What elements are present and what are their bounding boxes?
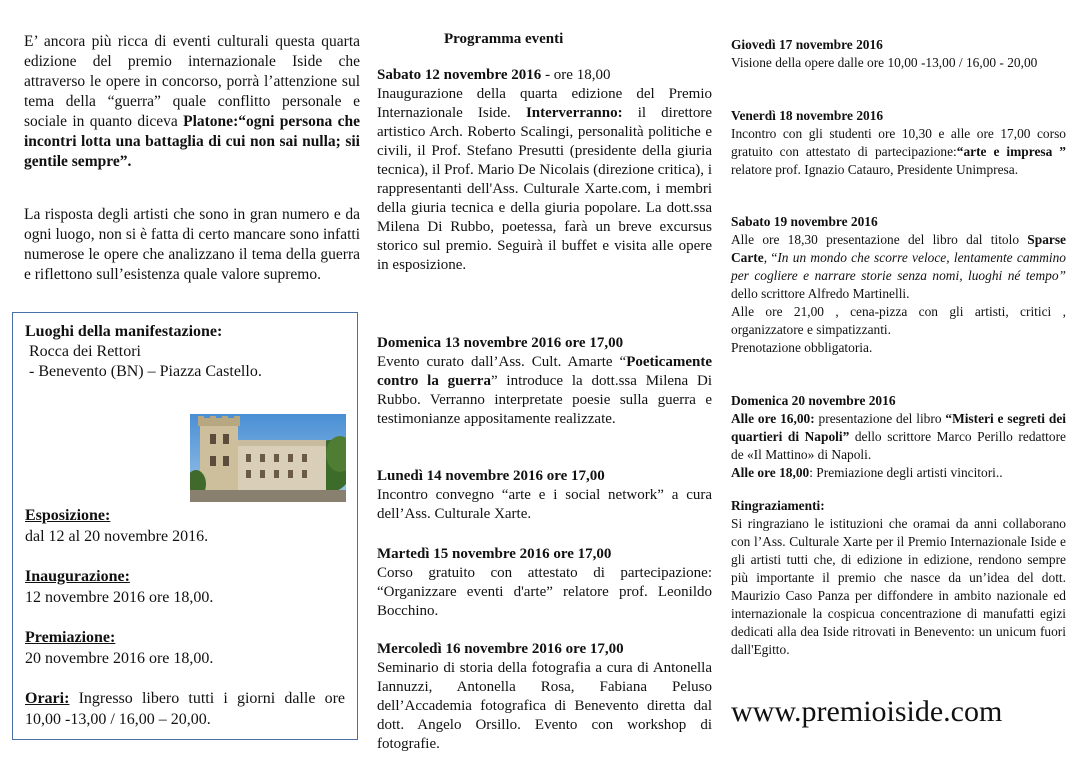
event-gio17 [731,36,1066,72]
event-date: Sabato 19 novembre 2016 [731,214,878,229]
book-title: Sparse Carte [731,232,1066,265]
event-text: Alle ore 18,30 presentazione del libro dal titolo [731,232,1028,247]
event-bold: Alle ore 18,00 [731,465,810,480]
event-dom13 [377,334,712,429]
event-date: Lunedì 14 novembre 2016 ore 17,00 [377,468,605,484]
premiazione-section [25,627,213,669]
intro-text: E’ ancora più ricca di eventi culturali questa quarta edizione del premio internazionale Iside che attraverso le opere in concorso, porrà l’attenzione sul tema della “guerra” quale conflitto personale e sociale in quanto diceva [24,33,360,130]
castle-photo [190,414,346,502]
ringraziamenti-text: Si ringraziano le istituzioni che oramai da anni collaborano con l’Ass. Culturale Xarte per il Premio Internazionale Iside e gli artisti tutti che, di edizione in edizione, rendono sempre più importante il premio che nasce da un’idea del dott. Maurizio Caso Panza per diffondere in ambito nazionale ed internazionale la cospicua concentrazione di manufatti egizi dedicati alla dea Iside ritrovati in Benevento: un unicum fuori dall'Egitto. [731,516,1066,657]
ringraziamenti-title: Ringraziamenti: [731,498,825,513]
event-bold: Alle ore 16,00: [731,411,815,426]
program-heading: Programma eventi [444,31,564,47]
event-text: ” introduce la dott.ssa Milena Di Rubbo. Verranno interpretate poesie sulla guerra e testimonianze appositamente realizzate. [377,373,712,427]
event-text: Visione della opere dalle ore 10,00 -13,00 / 16,00 - 20,00 [731,55,1038,70]
event-mar15 [377,545,712,621]
event-text: Prenotazione obbligatoria. [731,340,873,355]
event-dom20 [731,392,1066,482]
event-date: Martedì 15 novembre 2016 ore 17,00 [377,546,612,562]
luoghi-title: Luoghi della manifestazione: [25,323,223,340]
book-subtitle: In un mondo che scorre veloce, lentamente cammino per cogliere e narrare storie senza nomi, luoghi né tempo” [731,250,1067,283]
event-date: Domenica 13 novembre 2016 ore 17,00 [377,335,624,351]
info-box [12,312,358,740]
interverranno-label: Interverranno: [525,105,623,121]
event-sab19 [731,213,1066,357]
orari-text: Ingresso libero tutti i giorni dalle ore 10,00 -13,00 / 16,00 – 20,00. [25,690,345,728]
response-paragraph: La risposta degli artisti che sono in gran numero e da ogni luogo, non si è fatta di certo mancare sono infatti numerose le opere che analizzano il tema della guerra e riflettono sull’esistenza quale valore supremo. [24,206,360,283]
interverranno-text: il direttore artistico Arch. Roberto Scalingi, personalità politiche e civili, il Prof. Stefano Presutti (presidente della giuria tecnica), il Prof. Mario De Nicolais (direzione critica), i rappresentanti dell'Ass. Culturale Xarte.com, i membri della giuria tecnica e della giuria popolare. La dott.ssa Milena Di Rubbo, poetessa, farà un breve excursus storico sul premio. Seguirà il buffet e visita alle opere in esposizione. [377,105,712,273]
event-date: Domenica 20 novembre 2016 [731,393,896,408]
luoghi-line2: - Benevento (BN) – Piazza Castello. [29,363,262,380]
inaugurazione-section [25,566,213,608]
event-text: : Premiazione degli artisti vincitori.. [809,465,1003,480]
event-lun14 [377,467,712,524]
event-text: Inaugurazione della quarta edizione del Premio Internazionale Iside. [377,86,712,121]
event-text: dello scrittore Marco Perillo redattore de «Il Mattino» di Napoli. [731,429,1067,462]
ringraziamenti [731,497,1066,659]
luoghi-line1: Rocca dei Rettori [29,343,141,360]
event-date: Giovedì 17 novembre 2016 [731,37,883,52]
event-mer16 [377,640,712,754]
event-date: Venerdì 18 novembre 2016 [731,108,884,123]
event-date: Sabato 12 novembre 2016 [377,67,542,83]
premiazione-title: Premiazione: [25,629,116,646]
event-time: - ore 18,00 [541,67,611,83]
event-date: Mercoledì 16 novembre 2016 ore 17,00 [377,641,624,657]
event-text: Seminario di storia della fotografia a cura di Antonella Iannuzzi, Antonella Rosa, Fabiana Peluso dell’Accademia fotografica di Benevento diretta dal dott. Angelo Orsillo. Evento con workshop di fotografie. [377,660,712,752]
event-text: dello scrittore Alfredo Martinelli. [731,286,910,301]
event-text: Evento curato dall’Ass. Cult. Amarte “ [377,354,627,370]
event-text: Incontro con gli studenti ore 10,30 e alle ore 17,00 corso gratuito con attestato di partecipazione: [731,126,1066,159]
orari-section [25,688,345,730]
inaugurazione-title: Inaugurazione: [25,568,130,585]
event-bold: “arte e impresa ” [956,144,1066,159]
website-link[interactable]: www.premioiside.com [731,695,1003,728]
event-ven18 [731,107,1066,179]
event-bold: Poeticamente contro la guerra [377,354,712,389]
platone-name: Platone [183,113,234,130]
event-text: relatore prof. Ignazio Catauro, Presidente Unimpresa. [731,162,1019,177]
event-text: , “ [763,250,778,265]
premiazione-text: 20 novembre 2016 ore 18,00. [25,650,214,667]
event-text: Corso gratuito con attestato di partecipazione: “Organizzare eventi d'arte” relatore prof. Leonildo Bocchino. [377,565,712,619]
event-sab12 [377,66,712,275]
event-text: Incontro convegno “arte e i social network” a cura dell’Ass. Culturale Xarte. [377,487,712,522]
book-title: “Misteri e segreti dei quartieri di Napoli” [731,411,1066,444]
esposizione-title: Esposizione: [25,507,111,524]
platone-quote: :“ogni persona che incontri lotta una battaglia di cui non sai nulla; sii gentile sempre”. [24,113,361,170]
esposizione-text: dal 12 al 20 novembre 2016. [25,528,209,545]
intro-paragraph [24,32,360,172]
event-text: presentazione del libro [814,411,946,426]
esposizione-section [25,505,208,547]
inaugurazione-text: 12 novembre 2016 ore 18,00. [25,589,214,606]
orari-title: Orari: [25,690,70,707]
event-text: Alle ore 21,00 , cena-pizza con gli artisti, critici , organizzatore e simpatizzanti. [731,304,1066,337]
